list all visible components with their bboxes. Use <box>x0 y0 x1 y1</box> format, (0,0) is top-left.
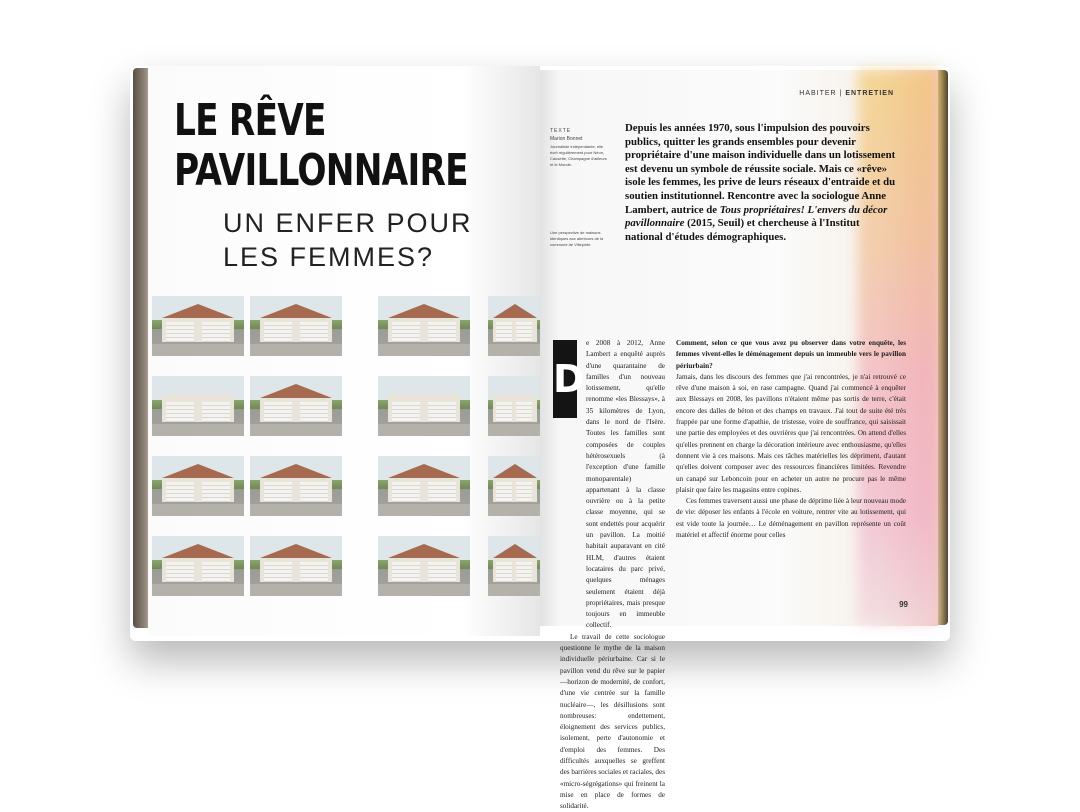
interview-answer: Ces femmes traversent aussi une phase de déprime liée à leur nouveau mode de vie: déposer les enfants à l'école en voiture, rentrer vite au lotissement, qui est vide toute la journée… Le déménagement en pavillon représente un coût matériel et affectif énorme pour celles <box>676 497 906 540</box>
garage-photo-grid <box>152 296 542 626</box>
garage-photo <box>152 296 244 356</box>
body-column-1 <box>540 338 665 812</box>
garage-photo <box>250 536 342 596</box>
body-column-2 <box>676 338 906 541</box>
book-title: Tous propriétaires! L'envers du décor pavillonnaire <box>625 203 888 230</box>
credit-bio: Journaliste indépendante, elle écrit régulièrement pour Néon, Causette, Champagne d'ailleurs et le Monde. <box>550 144 607 167</box>
garage-photo <box>488 376 542 436</box>
intro-text-b: (2015, Seuil) et chercheuse à l'Institut national d'études démographiques. <box>625 217 860 243</box>
interview-answer: Jamais, dans les discours des femmes que j'ai rencontrées, je n'ai retrouvé ce rêve d'une maison à soi, en rase campagne. Quand j'ai commencé à enquêter aux Blessays en 2008, les pavillons n'étaient même pas sortis de terre, c'était encore des dalles de béton et des champs en travaux. J'ai tout de suite été très frappée par une forme d'apathie, de tristesse, voire de souffrance, qui saisissait une partie des employées et des ouvrières que j'ai rencontrées. On attend d'elles qu'elles prennent en charge la décoration intérieure avec enthousiasme, qu'elles donnent vie à ces maisons. Mais ces tâches matérielles les dépriment, d'autant qu'elles doivent composer avec des ressources financières limitées. Revendre un canapé sur Leboncoin pour en acheter un autre ne procure pas le même plaisir que faire les magasins entre copines. <box>676 372 906 494</box>
headline-line-2: PAVILLONNAIRE <box>174 145 468 196</box>
author-credit <box>550 128 608 168</box>
subheadline <box>223 206 473 274</box>
headline-line-1: LE RÊVE <box>174 95 326 146</box>
intro-paragraph <box>625 122 900 244</box>
garage-photo <box>250 456 342 516</box>
drop-cap: D <box>553 340 577 418</box>
credit-name: Marion Bonnet <box>550 136 583 142</box>
section-label: HABITER <box>799 90 837 97</box>
subsection-label: ENTRETIEN <box>845 90 894 97</box>
page-number: 99 <box>899 600 908 609</box>
garage-photo <box>250 376 342 436</box>
headline <box>174 96 502 196</box>
garage-photo <box>152 536 244 596</box>
garage-photo <box>378 456 470 516</box>
subheadline-line-2: LES FEMMES? <box>223 242 435 272</box>
garage-photo <box>152 376 244 436</box>
garage-photo <box>250 296 342 356</box>
credit-label: TEXTE <box>550 128 572 134</box>
subheadline-line-1: UN ENFER POUR <box>223 208 473 238</box>
interview-question: Comment, selon ce que vous avez pu observer dans votre enquête, les femmes vivent-elles le déménagement depuis un immeuble vers le pavillon périurbain? <box>676 339 906 370</box>
garage-photo <box>488 296 542 356</box>
garage-photo <box>152 456 244 516</box>
right-page <box>540 70 938 811</box>
garage-photo <box>378 536 470 596</box>
garage-photo <box>378 296 470 356</box>
body-paragraph: Le travail de cette sociologue questionne le mythe de la maison individuelle périurbaine. Car si le pavillon vend du rêve sur le papier —horizon de modernité, de confort, d'une vie centrée sur la famille nucléaire—, les désillusions sont nombreuses: endettement, éloignement des services publics, isolement, perte d'autonomie et d'emploi des femmes. Des difficultés auxquelles se greffent des barrières sociales et raciales, des «micro-ségrégations» qui freinent la mise en place de formes de solidarité. <box>560 632 665 811</box>
garage-photo <box>378 376 470 436</box>
photo-caption: Une perspective de maisons identiques aux alentours de la commune de Villepinte. <box>550 230 604 247</box>
body-paragraph: e 2008 à 2012, Anne Lambert a enquêté auprès d'une quarantaine de familles d'un nouveau lotissement, qu'elle renomme «les Blessays», à 35 kilomètres de Lyon, dans le nord de l'Isère. Toutes les familles sont composées de couples hétérosexuels (à l'exception d'une famille monoparentale) appartenant à la classe ouvrière ou à la petite classe moyenne, qui se sont endettés pour acquérir un pavillon. La moitié habitait auparavant en cité HLM, d'autres étaient locataires du parc privé, quelques ménages seulement étaient déjà propriétaires, mais presque toujours en immeuble collectif. <box>586 339 665 630</box>
intro-text-a: Depuis les années 1970, sous l'impulsion des pouvoirs publics, quitter les grands ensembles pour devenir propriétaire d'une maison individuelle dans un lotissement est devenu un symbole de réussite sociale. Mais ce «rêve» isole les femmes, les prive de leurs réseaux d'entraide et du soutien institutionnel. Rencontre avec la sociologue Anne Lambert, autrice de <box>625 122 896 216</box>
section-header: HABITER | ENTRETIEN <box>799 90 894 97</box>
garage-photo <box>488 456 542 516</box>
garage-photo <box>488 536 542 596</box>
left-page <box>148 66 540 636</box>
